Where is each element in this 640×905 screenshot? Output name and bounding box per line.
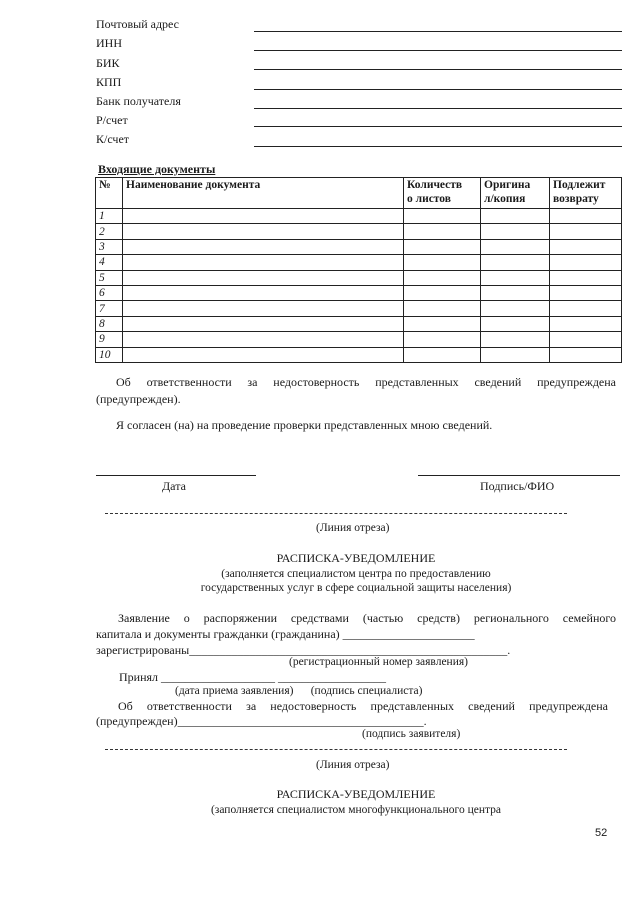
registered-line[interactable]: зарегистрированы_____________________________________________________. [96,643,511,657]
table-row: 8 [96,316,622,331]
consent-text: Я согласен (на) на проведение проверки представленных мною сведений. [116,418,493,432]
date-label: Дата [162,479,186,493]
page-number: 52 [595,827,608,839]
requisite-label-inn: ИНН [96,36,122,50]
requisite-label-corr-account: К/счет [96,132,130,146]
statement-line2: капитала и документы гражданки (гражданина) ______________________ [96,627,475,641]
requisite-label-postal-address: Почтовый адрес [96,17,180,31]
date-field[interactable] [96,475,256,476]
statement-line1: Заявление о распоряжении средствами (частью средств) регионального семейного [118,611,616,625]
requisite-field-bank[interactable] [254,108,622,109]
responsibility-line2[interactable]: (предупрежден)_________________________________________. [96,714,427,728]
requisite-field-postal-address[interactable] [254,31,622,32]
requisite-label-kpp: КПП [96,75,122,89]
cut-line-2 [105,749,567,750]
requisite-field-corr-account[interactable] [254,146,622,147]
signature-label: Подпись/ФИО [480,479,555,493]
requisite-field-inn[interactable] [254,50,622,51]
requisite-field-bik[interactable] [254,69,622,70]
table-row: 10 [96,347,622,362]
signature-field[interactable] [418,475,620,476]
documents-table [95,177,622,363]
accepted-line[interactable]: Принял ___________________ __________________ [119,670,387,684]
receipt-title: РАСПИСКА-УВЕДОМЛЕНИЕ [276,551,436,565]
requisite-label-account: Р/счет [96,113,128,127]
cut-line [105,513,567,514]
receipt-subtitle-line2: государственных услуг в сфере социальной защиты населения) [200,582,512,594]
receipt2-title: РАСПИСКА-УВЕДОМЛЕНИЕ [276,787,436,801]
responsibility-line1: Об ответственности за недостоверность представленных сведений предупреждена [118,699,608,713]
applicant-sign-hint: (подпись заявителя) [362,728,461,740]
requisite-label-bank: Банк получателя [96,94,181,108]
table-row: 9 [96,332,622,347]
documents-title: Входящие документы [98,162,216,176]
header-original-copy: Оригина л/копия [481,178,550,209]
table-header-row [96,178,622,209]
table-row: 7 [96,301,622,316]
header-doc-name: Наименование документа [123,178,404,209]
header-return: Подлежит возврату [550,178,622,209]
reg-number-hint: (регистрационный номер заявления) [289,656,468,668]
table-row: 2 [96,224,622,239]
requisite-label-bik: БИК [96,56,120,70]
table-row: 5 [96,270,622,285]
cut-line-label-2: (Линия отреза) [316,759,390,771]
header-num: № [96,178,123,209]
accepted-hints: (дата приема заявления) (подпись специалиста) [175,685,423,697]
requisite-field-kpp[interactable] [254,89,622,90]
table-row: 6 [96,285,622,300]
responsibility-text: Об ответственности за недостоверность представленных сведений предупреждена (предупрежден). [96,375,616,406]
cut-line-label: (Линия отреза) [316,522,390,534]
receipt2-subtitle-line1: (заполняется специалистом многофункционального центра [210,804,502,816]
header-sheet-count: Количеств о листов [404,178,481,209]
table-row: 4 [96,255,622,270]
table-row: 3 [96,239,622,254]
receipt-subtitle-line1: (заполняется специалистом центра по предоставлению [221,568,491,580]
requisite-field-account[interactable] [254,126,622,127]
table-row: 1 [96,209,622,224]
